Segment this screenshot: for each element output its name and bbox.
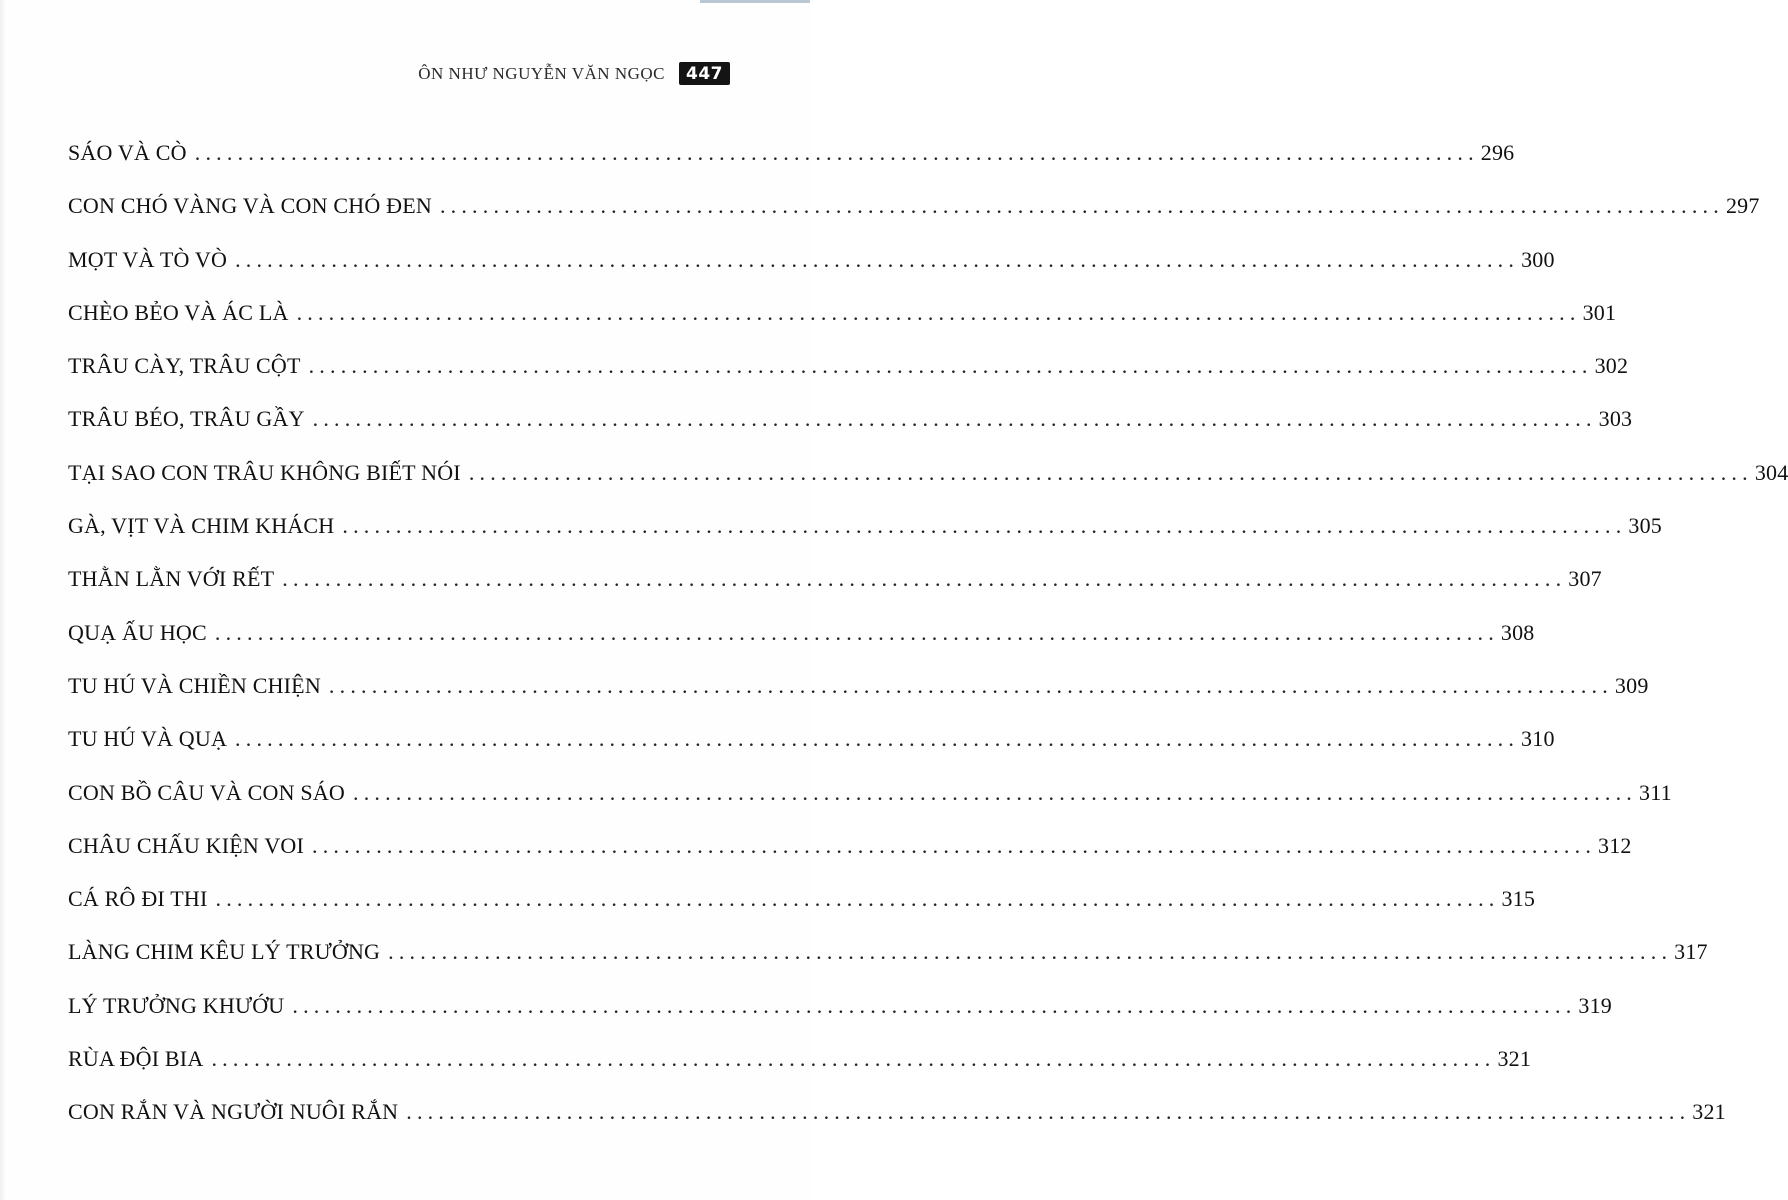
toc-entry-page: 297 (1725, 193, 1760, 219)
dot-leader: ........................................................................................................................ (406, 1099, 1691, 1125)
toc-entry-title: TẠI SAO CON TRÂU KHÔNG BIẾT NÓI (68, 459, 461, 485)
toc-entry-title: THẰN LẰN VỚI RẾT (68, 566, 275, 592)
toc-entry (68, 351, 1629, 404)
toc-entry-title: GÀ, VỊT VÀ CHIM KHÁCH (68, 513, 335, 539)
toc-entry (68, 671, 1649, 724)
toc-entry-title: CÁ RÔ ĐI THI (68, 886, 208, 912)
toc-entry-page: 302 (1594, 353, 1629, 379)
toc-entry-page: 308 (1500, 619, 1535, 645)
toc-entry-title: RÙA ĐỘI BIA (68, 1046, 204, 1072)
dot-leader: ........................................................................................................................ (388, 939, 1673, 965)
binding-shadow (0, 0, 6, 1200)
toc-entry-title: TU HÚ VÀ CHIỀN CHIỆN (68, 672, 321, 698)
dot-leader: ........................................................................................................................ (439, 193, 1724, 219)
toc-entry-title: TU HÚ VÀ QUẠ (68, 726, 228, 752)
page-edge-mark (700, 0, 810, 3)
toc-entry (68, 1044, 1532, 1097)
toc-entry-page: 304 (1754, 459, 1788, 485)
toc-entry-title: CHÈO BẺO VÀ ÁC LÀ (68, 299, 289, 325)
dot-leader: ........................................................................................................................ (468, 459, 1753, 485)
toc-entry (68, 884, 1536, 937)
dot-leader: ........................................................................................................................ (292, 992, 1577, 1018)
toc-entry (68, 724, 1555, 777)
dot-leader: ........................................................................................................................ (353, 779, 1637, 805)
toc-entry-page: 311 (1639, 779, 1672, 805)
toc-entry (68, 138, 1515, 191)
toc-entry-title: LÀNG CHIM KÊU LÝ TRƯỞNG (68, 939, 381, 965)
toc-entry-title: MỌT VÀ TÒ VÒ (68, 246, 228, 272)
toc-entry-page: 312 (1598, 832, 1632, 858)
dot-leader: ........................................................................................................................ (312, 832, 1597, 858)
toc-entry-page: 315 (1501, 886, 1536, 912)
running-head (418, 62, 730, 85)
toc-entry (68, 1097, 1726, 1150)
dot-leader: ........................................................................................................................ (282, 566, 1567, 592)
toc-entry-page: 300 (1521, 246, 1555, 272)
toc-entry-title: TRÂU BÉO, TRÂU GẦY (68, 406, 305, 432)
toc-entry (68, 511, 1662, 564)
page-number: 447 (679, 62, 730, 85)
toc-entry-page: 301 (1582, 299, 1617, 325)
toc-entry-title: TRÂU CÀY, TRÂU CỘT (68, 353, 301, 379)
toc-entry (68, 778, 1672, 831)
running-title: ÔN NHƯ NGUYỄN VĂN NGỌC (418, 63, 665, 83)
toc-entry (68, 458, 1788, 511)
toc-entry-page: 321 (1497, 1046, 1532, 1072)
dot-leader: ........................................................................................................................ (296, 299, 1581, 325)
dot-leader: ........................................................................................................................ (215, 886, 1500, 912)
dot-leader: ........................................................................................................................ (235, 726, 1520, 752)
toc-entry (68, 298, 1617, 351)
dot-leader: ........................................................................................................................ (308, 353, 1593, 379)
toc-entry-title: CON RẮN VÀ NGƯỜI NUÔI RẮN (68, 1099, 399, 1125)
dot-leader: ........................................................................................................................ (235, 246, 1520, 272)
toc-entry (68, 564, 1602, 617)
toc-entry (68, 991, 1613, 1044)
toc-entry-page: 307 (1568, 566, 1602, 592)
dot-leader: ........................................................................................................................ (214, 619, 1499, 645)
dot-leader: ........................................................................................................................ (328, 672, 1613, 698)
dot-leader: ........................................................................................................................ (312, 406, 1597, 432)
toc-entry-title: SÁO VÀ CÒ (68, 140, 187, 165)
dot-leader: ........................................................................................................................ (342, 513, 1627, 539)
toc-entry-page: 296 (1480, 140, 1515, 165)
table-of-contents (68, 138, 1788, 1151)
dot-leader: ........................................................................................................................ (211, 1046, 1496, 1072)
toc-entry-page: 305 (1628, 513, 1662, 539)
toc-entry (68, 937, 1708, 990)
toc-entry (68, 831, 1632, 884)
toc-entry (68, 191, 1760, 244)
toc-entry-title: CON CHÓ VÀNG VÀ CON CHÓ ĐEN (68, 193, 432, 219)
toc-entry-page: 319 (1578, 992, 1613, 1018)
toc-entry-title: CHÂU CHẤU KIỆN VOI (68, 832, 305, 858)
dot-leader: ........................................................................................................................ (194, 140, 1479, 165)
toc-entry-page: 303 (1598, 406, 1633, 432)
toc-entry-page: 321 (1692, 1099, 1726, 1125)
toc-entry (68, 404, 1633, 457)
toc-entry-page: 317 (1674, 939, 1708, 965)
toc-entry (68, 618, 1535, 671)
toc-entry-title: QUẠ ẤU HỌC (68, 619, 207, 645)
toc-entry-page: 310 (1521, 726, 1555, 752)
toc-entry (68, 245, 1555, 298)
toc-entry-title: CON BỒ CÂU VÀ CON SÁO (68, 779, 345, 805)
toc-entry-page: 309 (1614, 672, 1649, 698)
toc-entry-title: LÝ TRƯỞNG KHƯỚU (68, 992, 285, 1018)
